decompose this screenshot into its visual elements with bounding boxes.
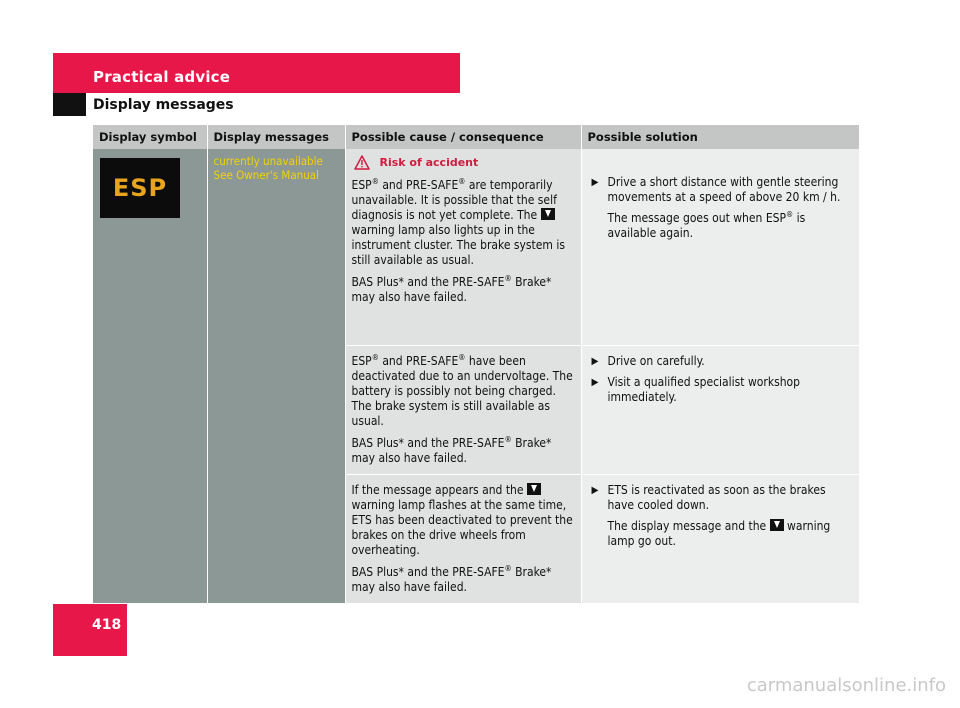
cause-cell-2 bbox=[345, 345, 581, 474]
cause-text: BAS Plus* and the PRE-SAFE bbox=[351, 564, 505, 579]
cause-paragraph bbox=[352, 483, 575, 558]
display-message-cell bbox=[207, 149, 345, 603]
registered-mark: ® bbox=[371, 177, 379, 186]
cause-paragraph bbox=[352, 275, 575, 305]
brake-warning-lamp-icon bbox=[527, 483, 541, 495]
solution-bullet bbox=[588, 175, 854, 205]
subsection-title: Display messages bbox=[93, 97, 234, 113]
cause-paragraph bbox=[352, 436, 575, 466]
solution-text: is available again. bbox=[607, 211, 806, 240]
solution-bullet bbox=[588, 483, 854, 513]
display-message-line1: currently unavailable bbox=[213, 154, 323, 168]
cause-text: have been deactivated due to an undervoltage. The battery is possibly not being charged. The brake system is still available as usual. bbox=[351, 353, 573, 428]
registered-mark: ® bbox=[504, 563, 512, 573]
col-header-display-messages: Display messages bbox=[207, 125, 345, 149]
warning-triangle-icon bbox=[354, 155, 370, 170]
solution-note bbox=[588, 211, 854, 241]
solution-note bbox=[588, 519, 854, 549]
solution-text: warning lamp go out. bbox=[607, 518, 831, 548]
col-header-possible-solution: Possible solution bbox=[581, 125, 859, 149]
solution-cell-3 bbox=[581, 474, 859, 603]
bullet-arrow-icon: ▶ bbox=[591, 177, 599, 188]
cause-paragraph bbox=[352, 354, 575, 429]
cause-text: and PRE-SAFE bbox=[378, 353, 459, 368]
registered-mark: ® bbox=[786, 210, 794, 219]
display-symbol-cell bbox=[93, 149, 207, 603]
table-row bbox=[93, 149, 859, 345]
solution-cell-1 bbox=[581, 149, 859, 345]
risk-warning bbox=[354, 155, 575, 170]
solution-text: Drive on carefully. bbox=[607, 353, 705, 368]
risk-warning-label: Risk of accident bbox=[379, 156, 479, 169]
col-header-display-symbol: Display symbol bbox=[93, 125, 207, 149]
esp-symbol-icon bbox=[100, 158, 180, 218]
registered-mark: ® bbox=[371, 352, 379, 362]
registered-mark: ® bbox=[458, 352, 466, 362]
col-header-possible-cause: Possible cause / consequence bbox=[345, 125, 581, 149]
page-number: 418 bbox=[92, 617, 122, 633]
solution-text: ETS is reactivated as soon as the brakes have cooled down. bbox=[607, 482, 826, 512]
cause-paragraph bbox=[352, 178, 575, 268]
cause-text: BAS Plus* and the PRE-SAFE bbox=[351, 435, 505, 450]
display-messages-table bbox=[93, 125, 859, 603]
cause-cell-3 bbox=[345, 474, 581, 603]
registered-mark: ® bbox=[504, 274, 512, 283]
table-header-row bbox=[93, 125, 859, 149]
bullet-arrow-icon: ▶ bbox=[591, 355, 599, 367]
bullet-arrow-icon: ▶ bbox=[591, 484, 599, 496]
section-title: Practical advice bbox=[93, 68, 231, 86]
solution-cell-2 bbox=[581, 345, 859, 474]
registered-mark: ® bbox=[504, 434, 512, 444]
cause-text: warning lamp also lights up in the instrument cluster. The brake system is still available as usual. bbox=[351, 223, 566, 267]
cause-text: warning lamp flashes at the same time, ETS has been deactivated to prevent the brakes on the drive wheels from overheating. bbox=[351, 497, 573, 557]
brake-warning-lamp-icon bbox=[770, 519, 784, 531]
cause-cell-1 bbox=[345, 149, 581, 345]
solution-bullet bbox=[588, 375, 854, 405]
subsection-marker bbox=[53, 93, 86, 116]
cause-text: and PRE-SAFE bbox=[378, 178, 459, 192]
cause-text: ESP bbox=[351, 353, 372, 368]
brake-warning-lamp-icon bbox=[541, 208, 555, 220]
bullet-arrow-icon: ▶ bbox=[591, 376, 599, 388]
cause-paragraph bbox=[352, 565, 575, 595]
watermark: carmanualsonline.info bbox=[746, 675, 946, 696]
solution-text: Drive a short distance with gentle steering movements at a speed of above 20 km / h. bbox=[607, 175, 841, 204]
cause-text: If the message appears and the bbox=[351, 482, 527, 497]
cause-text: Brake* may also have failed. bbox=[351, 435, 552, 465]
cause-text: Brake* may also have failed. bbox=[351, 275, 552, 304]
cause-text: ESP bbox=[351, 178, 372, 192]
registered-mark: ® bbox=[458, 177, 466, 186]
solution-text: Visit a qualified specialist workshop immediately. bbox=[607, 374, 800, 404]
cause-text: Brake* may also have failed. bbox=[351, 564, 552, 594]
solution-text: The display message and the bbox=[607, 518, 770, 533]
cause-text: are temporarily unavailable. It is possible that the self diagnosis is not yet complete. The bbox=[351, 178, 557, 222]
solution-bullet bbox=[588, 354, 854, 369]
display-message-line2: See Owner's Manual bbox=[213, 168, 319, 182]
cause-text: BAS Plus* and the PRE-SAFE bbox=[351, 275, 505, 289]
solution-text: The message goes out when ESP bbox=[607, 211, 786, 225]
esp-symbol-text: ESP bbox=[112, 173, 168, 202]
